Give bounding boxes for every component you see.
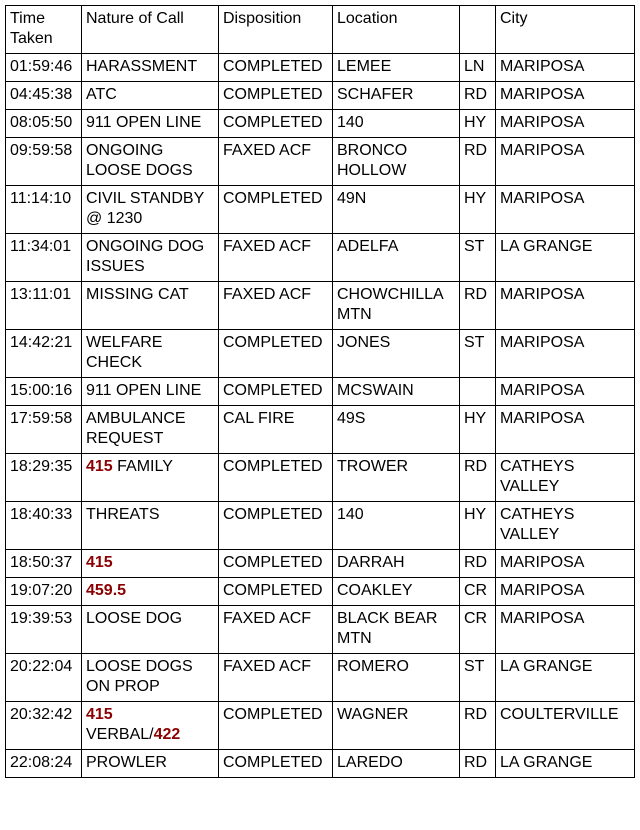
disposition-cell: COMPLETED <box>219 550 333 578</box>
location-cell: SCHAFER <box>333 82 460 110</box>
nature-of-call-cell <box>82 234 219 282</box>
time-taken-cell: 19:07:20 <box>6 578 82 606</box>
location-cell: DARRAH <box>333 550 460 578</box>
city-cell: CATHEYS VALLEY <box>496 454 635 502</box>
call-row <box>6 454 635 502</box>
disposition-cell: COMPLETED <box>219 578 333 606</box>
disposition-cell: FAXED ACF <box>219 138 333 186</box>
street-suffix-cell: CR <box>460 606 496 654</box>
time-taken-cell: 13:11:01 <box>6 282 82 330</box>
street-suffix-cell: HY <box>460 502 496 550</box>
location-cell: 140 <box>333 110 460 138</box>
call-row <box>6 702 635 750</box>
city-cell: MARIPOSA <box>496 82 635 110</box>
city-cell: LA GRANGE <box>496 750 635 778</box>
city-cell: MARIPOSA <box>496 330 635 378</box>
nature-of-call-cell <box>82 110 219 138</box>
nature-of-call-cell <box>82 502 219 550</box>
location-cell: BRONCO HOLLOW <box>333 138 460 186</box>
street-suffix-cell: RD <box>460 702 496 750</box>
city-cell: COULTERVILLE <box>496 702 635 750</box>
disposition-cell: FAXED ACF <box>219 234 333 282</box>
time-taken-cell: 15:00:16 <box>6 378 82 406</box>
time-taken-cell: 20:22:04 <box>6 654 82 702</box>
time-taken-cell: 01:59:46 <box>6 54 82 82</box>
nature-text: PROWLER <box>86 754 167 771</box>
city-cell: MARIPOSA <box>496 282 635 330</box>
street-suffix-cell: RD <box>460 454 496 502</box>
nature-text: HARASSMENT <box>86 58 198 75</box>
location-cell: MCSWAIN <box>333 378 460 406</box>
nature-of-call-cell <box>82 138 219 186</box>
time-taken-cell: 20:32:42 <box>6 702 82 750</box>
location-cell: 49S <box>333 406 460 454</box>
call-row <box>6 282 635 330</box>
city-cell: LA GRANGE <box>496 654 635 702</box>
time-taken-cell: 11:34:01 <box>6 234 82 282</box>
call-row <box>6 406 635 454</box>
street-suffix-cell: RD <box>460 138 496 186</box>
nature-of-call-cell <box>82 750 219 778</box>
nature-text: THREATS <box>86 506 160 523</box>
nature-of-call-cell <box>82 282 219 330</box>
street-suffix-cell: RD <box>460 82 496 110</box>
location-cell: COAKLEY <box>333 578 460 606</box>
call-row <box>6 234 635 282</box>
penal-code-highlight: 415 <box>86 554 113 571</box>
disposition-cell: FAXED ACF <box>219 606 333 654</box>
nature-of-call-cell <box>82 702 219 750</box>
location-cell: TROWER <box>333 454 460 502</box>
header-street-suffix <box>460 6 496 54</box>
call-row <box>6 750 635 778</box>
time-taken-cell: 09:59:58 <box>6 138 82 186</box>
disposition-cell: COMPLETED <box>219 702 333 750</box>
nature-text: MISSING CAT <box>86 286 189 303</box>
nature-text: FAMILY <box>112 458 173 475</box>
disposition-cell: FAXED ACF <box>219 282 333 330</box>
call-log-body <box>6 54 635 778</box>
location-cell: LAREDO <box>333 750 460 778</box>
time-taken-cell: 19:39:53 <box>6 606 82 654</box>
call-row <box>6 186 635 234</box>
street-suffix-cell: ST <box>460 330 496 378</box>
call-row <box>6 654 635 702</box>
street-suffix-cell: LN <box>460 54 496 82</box>
street-suffix-cell: ST <box>460 654 496 702</box>
location-cell: JONES <box>333 330 460 378</box>
nature-text: LOOSE DOG <box>86 610 183 627</box>
header-city: City <box>496 6 635 54</box>
call-row <box>6 110 635 138</box>
nature-text: VERBAL/ <box>86 726 154 743</box>
city-cell: MARIPOSA <box>496 550 635 578</box>
time-taken-cell: 18:40:33 <box>6 502 82 550</box>
disposition-cell: FAXED ACF <box>219 654 333 702</box>
time-taken-cell: 18:29:35 <box>6 454 82 502</box>
location-cell: ADELFA <box>333 234 460 282</box>
nature-of-call-cell <box>82 330 219 378</box>
penal-code-highlight: 415 <box>86 706 113 723</box>
street-suffix-cell: ST <box>460 234 496 282</box>
header-disposition: Disposition <box>219 6 333 54</box>
city-cell: CATHEYS VALLEY <box>496 502 635 550</box>
time-taken-cell: 08:05:50 <box>6 110 82 138</box>
street-suffix-cell: RD <box>460 282 496 330</box>
nature-text: LOOSE DOGS ON PROP <box>86 658 193 695</box>
nature-of-call-cell <box>82 578 219 606</box>
city-cell: MARIPOSA <box>496 578 635 606</box>
city-cell: MARIPOSA <box>496 406 635 454</box>
nature-text: WELFARE CHECK <box>86 334 163 371</box>
disposition-cell: COMPLETED <box>219 82 333 110</box>
street-suffix-cell: CR <box>460 578 496 606</box>
location-cell: 140 <box>333 502 460 550</box>
disposition-cell: COMPLETED <box>219 378 333 406</box>
call-row <box>6 606 635 654</box>
header-row <box>6 6 635 54</box>
header-nature-of-call: Nature of Call <box>82 6 219 54</box>
penal-code-highlight: 415 <box>86 458 113 475</box>
call-row <box>6 550 635 578</box>
nature-text: ONGOING LOOSE DOGS <box>86 142 193 179</box>
nature-text: ATC <box>86 86 117 103</box>
disposition-cell: COMPLETED <box>219 330 333 378</box>
time-taken-cell: 22:08:24 <box>6 750 82 778</box>
city-cell: MARIPOSA <box>496 54 635 82</box>
nature-of-call-cell <box>82 186 219 234</box>
call-row <box>6 82 635 110</box>
location-cell: CHOWCHILLA MTN <box>333 282 460 330</box>
call-log-table <box>5 5 635 778</box>
nature-text: CIVIL STANDBY @ 1230 <box>86 190 204 227</box>
disposition-cell: COMPLETED <box>219 454 333 502</box>
location-cell: 49N <box>333 186 460 234</box>
nature-text: 911 OPEN LINE <box>86 114 202 131</box>
time-taken-cell: 18:50:37 <box>6 550 82 578</box>
city-cell: MARIPOSA <box>496 606 635 654</box>
time-taken-cell: 17:59:58 <box>6 406 82 454</box>
street-suffix-cell: HY <box>460 406 496 454</box>
nature-of-call-cell <box>82 54 219 82</box>
city-cell: MARIPOSA <box>496 186 635 234</box>
nature-text: ONGOING DOG ISSUES <box>86 238 205 275</box>
nature-text: AMBULANCE REQUEST <box>86 410 186 447</box>
city-cell: MARIPOSA <box>496 110 635 138</box>
city-cell: MARIPOSA <box>496 378 635 406</box>
nature-of-call-cell <box>82 606 219 654</box>
nature-of-call-cell <box>82 550 219 578</box>
call-row <box>6 378 635 406</box>
disposition-cell: CAL FIRE <box>219 406 333 454</box>
nature-of-call-cell <box>82 406 219 454</box>
time-taken-cell: 04:45:38 <box>6 82 82 110</box>
nature-of-call-cell <box>82 82 219 110</box>
location-cell: LEMEE <box>333 54 460 82</box>
nature-of-call-cell <box>82 378 219 406</box>
header-time-taken: Time Taken <box>6 6 82 54</box>
time-taken-cell: 11:14:10 <box>6 186 82 234</box>
disposition-cell: COMPLETED <box>219 54 333 82</box>
call-row <box>6 578 635 606</box>
street-suffix-cell: RD <box>460 550 496 578</box>
street-suffix-cell: RD <box>460 750 496 778</box>
street-suffix-cell <box>460 378 496 406</box>
call-row <box>6 502 635 550</box>
penal-code-highlight: 422 <box>153 726 181 743</box>
city-cell: LA GRANGE <box>496 234 635 282</box>
city-cell: MARIPOSA <box>496 138 635 186</box>
disposition-cell: COMPLETED <box>219 750 333 778</box>
time-taken-cell: 14:42:21 <box>6 330 82 378</box>
nature-of-call-cell <box>82 654 219 702</box>
street-suffix-cell: HY <box>460 186 496 234</box>
location-cell: BLACK BEAR MTN <box>333 606 460 654</box>
disposition-cell: COMPLETED <box>219 502 333 550</box>
penal-code-highlight: 459.5 <box>86 582 127 599</box>
street-suffix-cell: HY <box>460 110 496 138</box>
location-cell: WAGNER <box>333 702 460 750</box>
nature-text: 911 OPEN LINE <box>86 382 202 399</box>
header-location: Location <box>333 6 460 54</box>
disposition-cell: COMPLETED <box>219 186 333 234</box>
call-row <box>6 138 635 186</box>
call-row <box>6 54 635 82</box>
location-cell: ROMERO <box>333 654 460 702</box>
disposition-cell: COMPLETED <box>219 110 333 138</box>
nature-of-call-cell <box>82 454 219 502</box>
call-row <box>6 330 635 378</box>
